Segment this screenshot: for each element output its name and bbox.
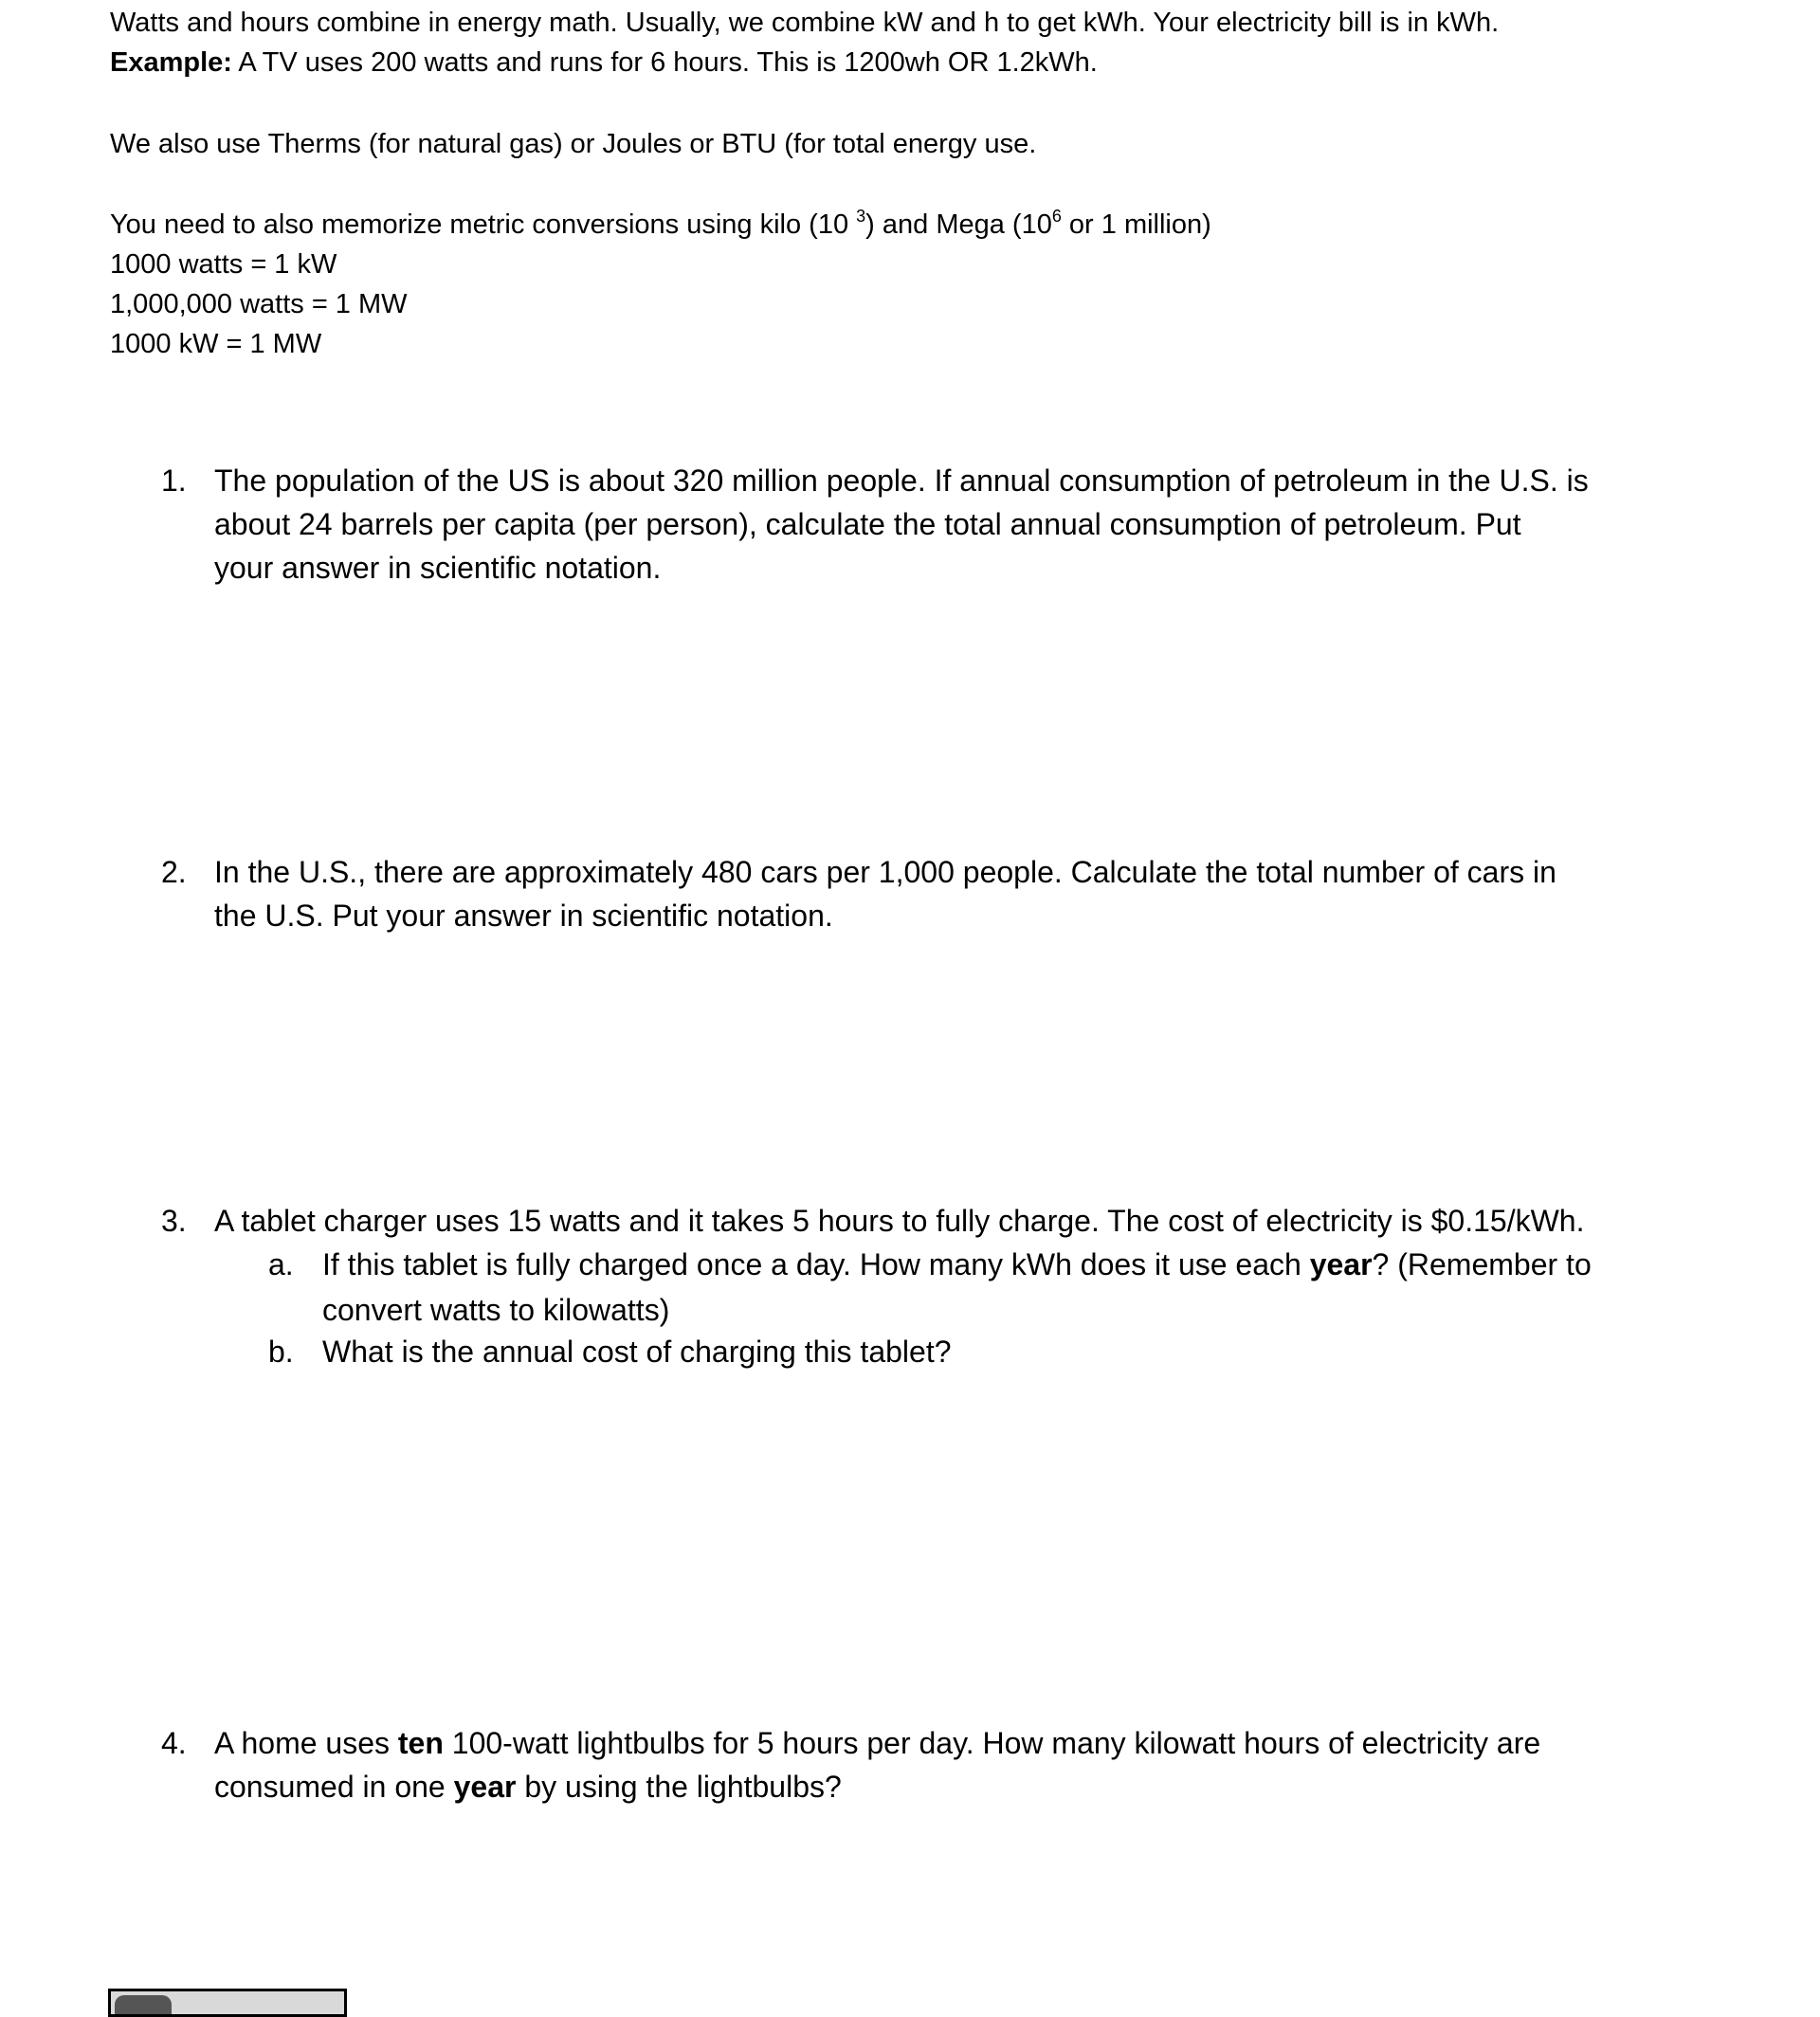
question-4-line-1 xyxy=(214,1721,1540,1765)
conversion-text: 1000 watts = 1 kW xyxy=(110,249,337,280)
question-3-line-1: A tablet charger uses 15 watts and it takes 5 hours to fully charge. The cost of electricity is $0.15/kWh. xyxy=(214,1204,1585,1238)
question-4-line-2-post: by using the lightbulbs? xyxy=(516,1770,842,1804)
question-4-text-post: 100-watt lightbulbs for 5 hours per day. How many kilowatt hours of electricity are xyxy=(443,1726,1541,1760)
question-2-number: 2. xyxy=(161,855,187,889)
metric-text-pre: You need to also memorize metric conversions using kilo (10 xyxy=(110,209,857,240)
therms-line xyxy=(110,124,1036,164)
example-label: Example: xyxy=(110,47,232,78)
metric-line xyxy=(110,205,1211,245)
question-3a-line-2: convert watts to kilowatts) xyxy=(322,1293,670,1327)
conversion-line-3 xyxy=(110,324,321,364)
question-1-line-3: your answer in scientific notation. xyxy=(214,551,662,585)
question-3a-text-post: ? (Remember to xyxy=(1372,1247,1592,1281)
question-3b-line-1: What is the annual cost of charging this tablet? xyxy=(322,1335,952,1369)
intro-line-1 xyxy=(110,3,1499,43)
question-2-line-1: In the U.S., there are approximately 480 cars per 1,000 people. Calculate the total number of cars in xyxy=(214,855,1556,889)
conversion-text: 1000 kW = 1 MW xyxy=(110,329,322,359)
question-3a-bold-year: year xyxy=(1309,1247,1373,1281)
question-2-line-2: the U.S. Put your answer in scientific notation. xyxy=(214,899,833,933)
intro-line-1-text: Watts and hours combine in energy math. Usually, we combine kW and h to get kWh. Your electricity bill is in kWh. xyxy=(110,8,1500,38)
question-3a-text-pre: If this tablet is fully charged once a day. How many kWh does it use each xyxy=(322,1247,1310,1281)
question-4-line-2-pre: consumed in one xyxy=(214,1770,454,1804)
metric-text-mid: ) and Mega (10 xyxy=(865,209,1052,240)
question-1-number: 1. xyxy=(161,463,187,498)
question-3a-line-1 xyxy=(322,1243,1592,1286)
mega-exponent: 6 xyxy=(1051,207,1062,226)
question-4-text-pre: A home uses xyxy=(214,1726,398,1760)
conversion-line-1 xyxy=(110,245,337,284)
question-4-line-2 xyxy=(214,1765,842,1808)
question-3b-letter: b. xyxy=(268,1335,294,1369)
conversion-line-2 xyxy=(110,284,408,324)
question-1-line-2: about 24 barrels per capita (per person), calculate the total annual consumption of petroleum. Put xyxy=(214,507,1521,541)
question-3-number: 3. xyxy=(161,1204,187,1238)
example-text: A TV uses 200 watts and runs for 6 hours. This is 1200wh OR 1.2kWh. xyxy=(231,47,1098,78)
example-line xyxy=(110,43,1098,82)
question-1-line-1: The population of the US is about 320 million people. If annual consumption of petroleum in the U.S. is xyxy=(214,463,1589,498)
question-4-number: 4. xyxy=(161,1726,187,1760)
metric-text-post: or 1 million) xyxy=(1061,209,1211,240)
question-3a-letter: a. xyxy=(268,1247,294,1281)
license-badge-image xyxy=(108,1989,347,2017)
question-4-bold-year: year xyxy=(453,1770,517,1804)
conversion-text: 1,000,000 watts = 1 MW xyxy=(110,289,408,319)
question-4-bold-ten: ten xyxy=(397,1726,444,1760)
license-badge-icon xyxy=(115,1995,172,2014)
kilo-exponent: 3 xyxy=(856,207,866,226)
therms-text: We also use Therms (for natural gas) or Joules or BTU (for total energy use. xyxy=(110,129,1037,159)
